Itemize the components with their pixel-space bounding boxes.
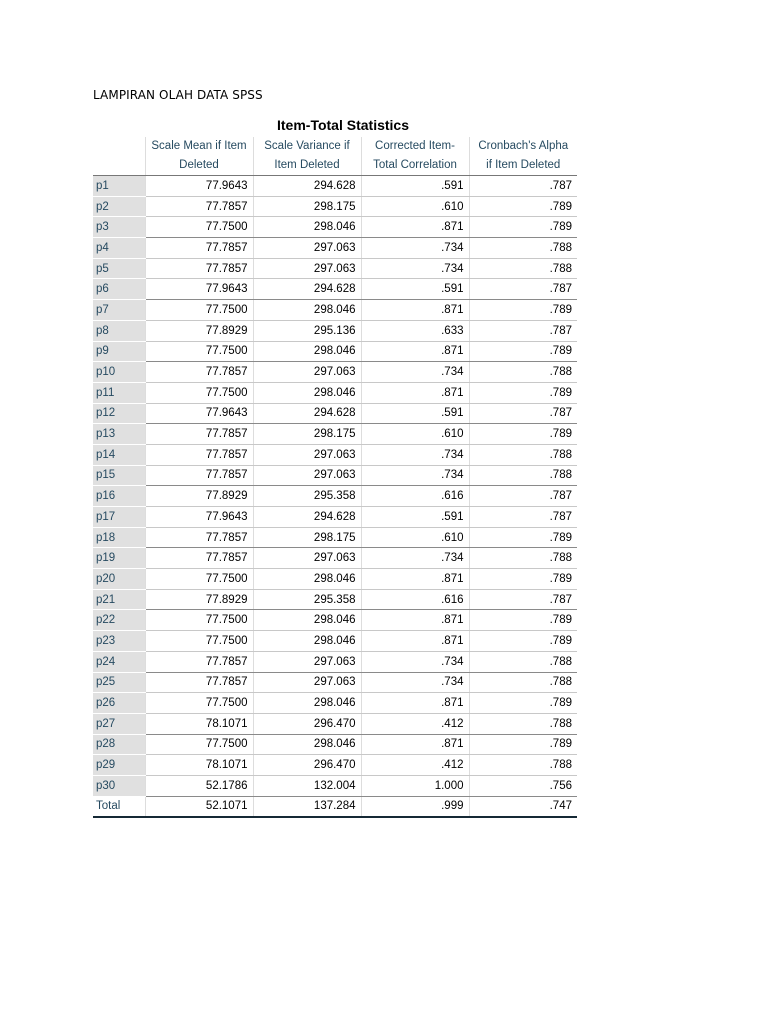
cell-scale-variance: 294.628 — [253, 279, 361, 300]
cell-corrected-correlation: .591 — [361, 176, 469, 197]
column-header-line: Cronbach's Alpha — [478, 140, 569, 152]
table-row — [93, 713, 577, 734]
column-header-cronbach-alpha — [469, 137, 577, 176]
cell-scale-variance: 294.628 — [253, 403, 361, 424]
cell-scale-mean: 77.7857 — [145, 444, 253, 465]
cell-scale-mean: 77.7500 — [145, 300, 253, 321]
table-row — [93, 610, 577, 631]
cell-scale-variance: 137.284 — [253, 796, 361, 817]
header-corner — [93, 137, 145, 176]
table-row — [93, 444, 577, 465]
cell-scale-variance: 132.004 — [253, 775, 361, 796]
header-row — [93, 137, 577, 176]
cell-scale-mean: 77.7857 — [145, 651, 253, 672]
table-row — [93, 486, 577, 507]
cell-corrected-correlation: .734 — [361, 362, 469, 383]
row-label: p14 — [93, 444, 145, 465]
cell-cronbach-alpha: .789 — [469, 196, 577, 217]
cell-corrected-correlation: .871 — [361, 734, 469, 755]
cell-cronbach-alpha: .787 — [469, 176, 577, 197]
cell-cronbach-alpha: .788 — [469, 238, 577, 259]
cell-corrected-correlation: .734 — [361, 465, 469, 486]
column-header-line: Total Correlation — [373, 159, 457, 171]
cell-scale-mean: 78.1071 — [145, 755, 253, 776]
table-row — [93, 238, 577, 259]
cell-cronbach-alpha: .788 — [469, 258, 577, 279]
cell-scale-mean: 52.1786 — [145, 775, 253, 796]
cell-scale-mean: 77.7500 — [145, 382, 253, 403]
cell-corrected-correlation: .412 — [361, 713, 469, 734]
cell-scale-variance: 297.063 — [253, 548, 361, 569]
table-row — [93, 734, 577, 755]
cell-cronbach-alpha: .789 — [469, 734, 577, 755]
column-header-line: Deleted — [179, 159, 219, 171]
cell-scale-mean: 77.7857 — [145, 465, 253, 486]
table-row — [93, 424, 577, 445]
cell-scale-variance: 298.175 — [253, 527, 361, 548]
cell-cronbach-alpha: .788 — [469, 362, 577, 383]
row-label: p4 — [93, 238, 145, 259]
cell-scale-mean: 77.7857 — [145, 548, 253, 569]
cell-corrected-correlation: .412 — [361, 755, 469, 776]
cell-cronbach-alpha: .756 — [469, 775, 577, 796]
cell-cronbach-alpha: .747 — [469, 796, 577, 817]
row-label: p5 — [93, 258, 145, 279]
cell-scale-variance: 296.470 — [253, 713, 361, 734]
column-header-line: Scale Variance if — [264, 140, 350, 152]
cell-scale-variance: 298.175 — [253, 424, 361, 445]
row-label: p20 — [93, 569, 145, 590]
cell-scale-mean: 77.7500 — [145, 631, 253, 652]
cell-corrected-correlation: 1.000 — [361, 775, 469, 796]
cell-corrected-correlation: .871 — [361, 217, 469, 238]
cell-scale-mean: 77.8929 — [145, 320, 253, 341]
table-row — [93, 300, 577, 321]
cell-scale-variance: 298.046 — [253, 217, 361, 238]
table-row — [93, 362, 577, 383]
row-label: p28 — [93, 734, 145, 755]
row-label: p2 — [93, 196, 145, 217]
table-row — [93, 465, 577, 486]
table-title: Item-Total Statistics — [277, 117, 409, 133]
cell-corrected-correlation: .734 — [361, 444, 469, 465]
column-header-line: Corrected Item- — [375, 140, 455, 152]
cell-corrected-correlation: .734 — [361, 238, 469, 259]
cell-scale-mean: 77.9643 — [145, 279, 253, 300]
cell-corrected-correlation: .734 — [361, 672, 469, 693]
cell-scale-variance: 297.063 — [253, 651, 361, 672]
cell-scale-mean: 77.7857 — [145, 527, 253, 548]
table-row — [93, 507, 577, 528]
row-label: p10 — [93, 362, 145, 383]
table-row — [93, 569, 577, 590]
cell-corrected-correlation: .591 — [361, 279, 469, 300]
cell-scale-variance: 295.136 — [253, 320, 361, 341]
cell-corrected-correlation: .616 — [361, 486, 469, 507]
cell-scale-variance: 298.175 — [253, 196, 361, 217]
row-label: p1 — [93, 176, 145, 197]
table-row — [93, 196, 577, 217]
row-label: Total — [93, 796, 145, 817]
cell-corrected-correlation: .871 — [361, 569, 469, 590]
cell-corrected-correlation: .871 — [361, 300, 469, 321]
cell-corrected-correlation: .734 — [361, 651, 469, 672]
row-label: p6 — [93, 279, 145, 300]
cell-cronbach-alpha: .788 — [469, 465, 577, 486]
cell-cronbach-alpha: .788 — [469, 651, 577, 672]
column-header-scale-variance — [253, 137, 361, 176]
cell-cronbach-alpha: .788 — [469, 444, 577, 465]
cell-cronbach-alpha: .789 — [469, 424, 577, 445]
cell-cronbach-alpha: .787 — [469, 507, 577, 528]
table-row — [93, 672, 577, 693]
cell-cronbach-alpha: .789 — [469, 382, 577, 403]
table-row — [93, 279, 577, 300]
cell-cronbach-alpha: .789 — [469, 610, 577, 631]
row-label: p12 — [93, 403, 145, 424]
cell-scale-variance: 298.046 — [253, 569, 361, 590]
cell-scale-mean: 77.7857 — [145, 238, 253, 259]
row-label: p24 — [93, 651, 145, 672]
cell-cronbach-alpha: .787 — [469, 403, 577, 424]
row-label: p27 — [93, 713, 145, 734]
row-label: p18 — [93, 527, 145, 548]
cell-scale-mean: 78.1071 — [145, 713, 253, 734]
cell-corrected-correlation: .610 — [361, 424, 469, 445]
row-label: p17 — [93, 507, 145, 528]
table-row — [93, 403, 577, 424]
cell-scale-variance: 297.063 — [253, 444, 361, 465]
table-body — [93, 176, 577, 818]
table-row — [93, 527, 577, 548]
cell-corrected-correlation: .871 — [361, 631, 469, 652]
column-header-line: if Item Deleted — [486, 159, 561, 171]
cell-cronbach-alpha: .789 — [469, 300, 577, 321]
cell-corrected-correlation: .633 — [361, 320, 469, 341]
row-label: p21 — [93, 589, 145, 610]
cell-scale-mean: 77.7857 — [145, 258, 253, 279]
row-label: p8 — [93, 320, 145, 341]
cell-scale-mean: 77.9643 — [145, 176, 253, 197]
cell-cronbach-alpha: .789 — [469, 217, 577, 238]
cell-cronbach-alpha: .788 — [469, 713, 577, 734]
row-label: p25 — [93, 672, 145, 693]
row-label: p19 — [93, 548, 145, 569]
row-label: p26 — [93, 693, 145, 714]
table-row — [93, 631, 577, 652]
table-row — [93, 176, 577, 197]
cell-scale-variance: 298.046 — [253, 382, 361, 403]
cell-cronbach-alpha: .789 — [469, 569, 577, 590]
cell-scale-variance: 298.046 — [253, 693, 361, 714]
cell-scale-mean: 77.8929 — [145, 589, 253, 610]
table-row — [93, 320, 577, 341]
cell-cronbach-alpha: .787 — [469, 279, 577, 300]
cell-scale-mean: 77.7500 — [145, 341, 253, 362]
cell-scale-mean: 77.9643 — [145, 507, 253, 528]
table-row — [93, 589, 577, 610]
cell-cronbach-alpha: .788 — [469, 672, 577, 693]
table-row — [93, 341, 577, 362]
cell-corrected-correlation: .610 — [361, 527, 469, 548]
document-heading: LAMPIRAN OLAH DATA SPSS — [93, 88, 263, 102]
cell-scale-variance: 297.063 — [253, 238, 361, 259]
cell-scale-mean: 77.9643 — [145, 403, 253, 424]
table-row — [93, 775, 577, 796]
row-label: p15 — [93, 465, 145, 486]
table-row-total — [93, 796, 577, 817]
cell-corrected-correlation: .999 — [361, 796, 469, 817]
row-label: p16 — [93, 486, 145, 507]
row-label: p7 — [93, 300, 145, 321]
row-label: p22 — [93, 610, 145, 631]
cell-scale-variance: 297.063 — [253, 465, 361, 486]
cell-cronbach-alpha: .789 — [469, 527, 577, 548]
cell-scale-variance: 298.046 — [253, 610, 361, 631]
row-label: p23 — [93, 631, 145, 652]
cell-scale-variance: 295.358 — [253, 486, 361, 507]
cell-scale-mean: 77.7857 — [145, 672, 253, 693]
cell-scale-variance: 298.046 — [253, 734, 361, 755]
cell-corrected-correlation: .871 — [361, 693, 469, 714]
cell-corrected-correlation: .734 — [361, 258, 469, 279]
cell-corrected-correlation: .871 — [361, 610, 469, 631]
cell-scale-variance: 297.063 — [253, 362, 361, 383]
cell-cronbach-alpha: .789 — [469, 693, 577, 714]
cell-scale-variance: 298.046 — [253, 631, 361, 652]
row-label: p11 — [93, 382, 145, 403]
cell-scale-mean: 77.7500 — [145, 610, 253, 631]
cell-cronbach-alpha: .788 — [469, 548, 577, 569]
cell-cronbach-alpha: .787 — [469, 320, 577, 341]
cell-corrected-correlation: .734 — [361, 548, 469, 569]
table-row — [93, 693, 577, 714]
cell-scale-variance: 295.358 — [253, 589, 361, 610]
cell-scale-mean: 77.8929 — [145, 486, 253, 507]
cell-scale-mean: 77.7857 — [145, 362, 253, 383]
cell-corrected-correlation: .591 — [361, 507, 469, 528]
row-label: p3 — [93, 217, 145, 238]
table-row — [93, 258, 577, 279]
column-header-line: Scale Mean if Item — [151, 140, 247, 152]
cell-corrected-correlation: .610 — [361, 196, 469, 217]
cell-corrected-correlation: .871 — [361, 341, 469, 362]
cell-scale-variance: 298.046 — [253, 300, 361, 321]
table-row — [93, 548, 577, 569]
row-label: p9 — [93, 341, 145, 362]
table-row — [93, 651, 577, 672]
cell-scale-mean: 77.7500 — [145, 734, 253, 755]
row-label: p13 — [93, 424, 145, 445]
row-label: p29 — [93, 755, 145, 776]
table-row — [93, 217, 577, 238]
cell-corrected-correlation: .591 — [361, 403, 469, 424]
cell-cronbach-alpha: .788 — [469, 755, 577, 776]
cell-cronbach-alpha: .787 — [469, 486, 577, 507]
column-header-corrected-correlation — [361, 137, 469, 176]
item-total-statistics-table — [93, 137, 577, 818]
table-row — [93, 755, 577, 776]
cell-scale-mean: 77.7500 — [145, 569, 253, 590]
cell-scale-variance: 297.063 — [253, 672, 361, 693]
cell-cronbach-alpha: .787 — [469, 589, 577, 610]
cell-scale-variance: 294.628 — [253, 507, 361, 528]
cell-cronbach-alpha: .789 — [469, 341, 577, 362]
cell-scale-mean: 77.7500 — [145, 217, 253, 238]
column-header-scale-mean — [145, 137, 253, 176]
cell-scale-variance: 298.046 — [253, 341, 361, 362]
cell-scale-variance: 296.470 — [253, 755, 361, 776]
cell-scale-mean: 52.1071 — [145, 796, 253, 817]
cell-scale-variance: 294.628 — [253, 176, 361, 197]
cell-scale-mean: 77.7500 — [145, 693, 253, 714]
table-row — [93, 382, 577, 403]
cell-corrected-correlation: .616 — [361, 589, 469, 610]
row-label: p30 — [93, 775, 145, 796]
column-header-line: Item Deleted — [274, 159, 340, 171]
cell-scale-variance: 297.063 — [253, 258, 361, 279]
cell-scale-mean: 77.7857 — [145, 424, 253, 445]
cell-cronbach-alpha: .789 — [469, 631, 577, 652]
cell-corrected-correlation: .871 — [361, 382, 469, 403]
cell-scale-mean: 77.7857 — [145, 196, 253, 217]
